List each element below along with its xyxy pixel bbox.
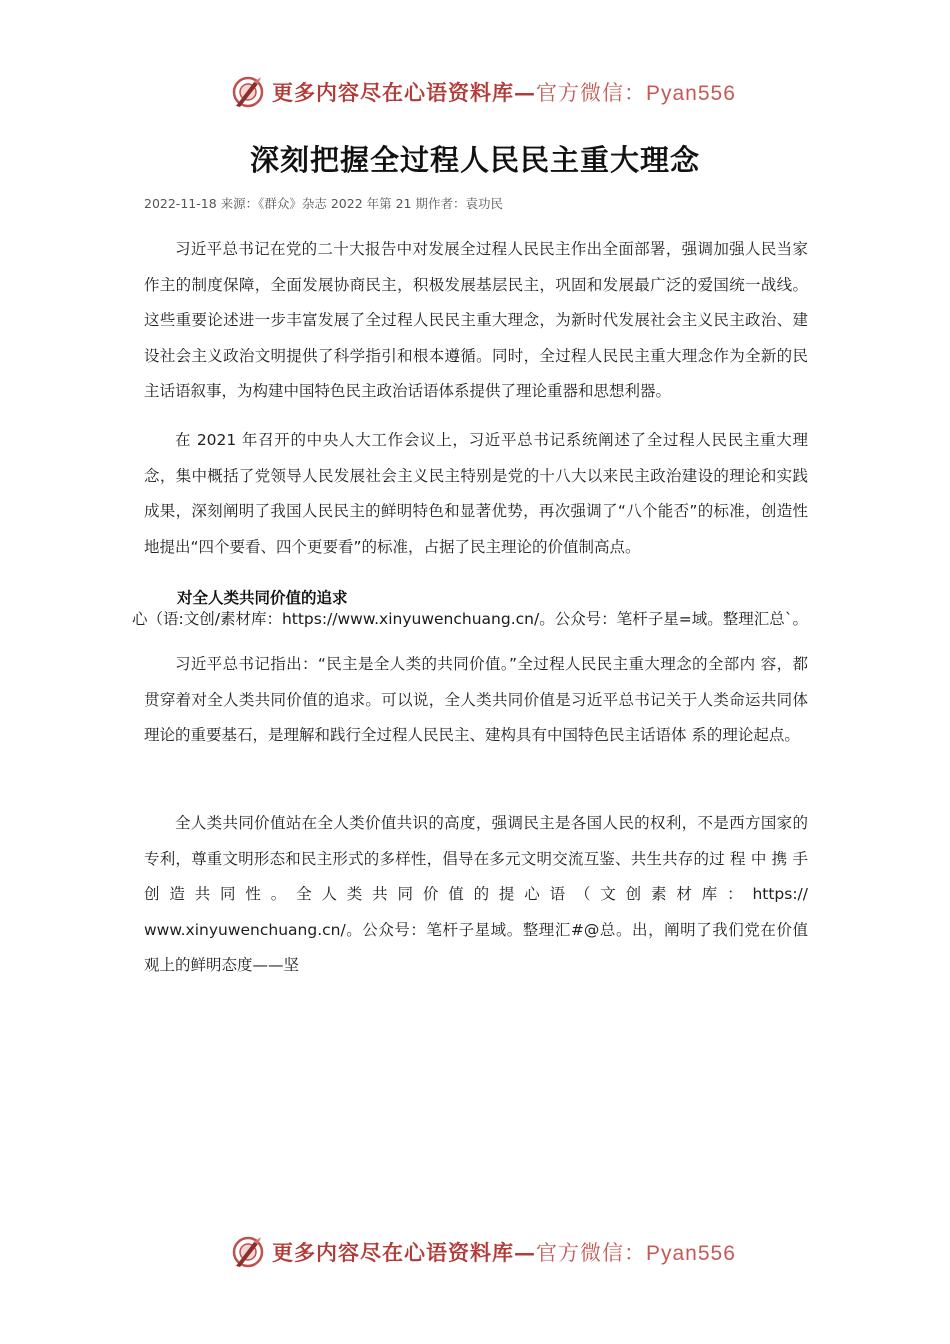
paragraph: 全人类共同价值站在全人类价值共识的高度，强调民主是各国人民的权利，不是西方国家的专利，尊重文明形态和民主形式的多样性，倡导在多元文明交流互鉴、共生共存的过 程 中 携 手 创 造 共 同 性 。 全 人 类 共 同 价 值 的 提 心 语 （ 文 创 素 材 库 ： https:// www.xinyuwenchuang.cn/。公众号：笔杆子星域。整理汇#@总。出，阐明了我们党在价值观上的鲜明态度——坚 bbox=[144, 814, 808, 974]
banner-main-text: 更多内容尽在心语资料库— bbox=[272, 1240, 536, 1265]
banner-main-text: 更多内容尽在心语资料库— bbox=[272, 80, 536, 105]
paragraph-3-container bbox=[144, 647, 808, 754]
paragraph: 在 2021 年召开的中央人大工作会议上，习近平总书记系统阐述了全过程人民民主重大理念，集中概括了党领导人民发展社会主义民主特别是党的十八大以来民主政治建设的理论和实践成果，深刻阐明了我国人民民主的鲜明特色和显著优势，再次强调了“八个能否”的标准，创造性地提出“四个要看、四个更要看”的标准，占据了民主理论的价值制高点。 bbox=[144, 431, 808, 556]
article-title: 深刻把握全过程人民民主重大理念 bbox=[249, 143, 700, 177]
paragraph-1-container bbox=[144, 232, 808, 410]
banner-wechat-id: Pyan556 bbox=[646, 1242, 736, 1265]
header-banner bbox=[230, 72, 736, 112]
banner-contact-label: 官方微信： bbox=[536, 1241, 646, 1265]
banner-contact-label: 官方微信： bbox=[536, 81, 646, 105]
banner-wechat-id: Pyan556 bbox=[646, 82, 736, 105]
article-meta: 2022-11-18 来源：《群众》杂志 2022 年第 21 期作者：袁功民 bbox=[144, 196, 503, 211]
paragraph: 习近平总书记指出：“民主是全人类的共同价值。”全过程人民民主重大理念的全部内 容，都贯穿着对全人类共同价值的追求。可以说，全人类共同价值是习近平总书记关于人类命运共同体理论的重要基石，是理解和践行全过程人民民主、建构具有中国特色民主话语体 系的理论起点。 bbox=[144, 655, 808, 744]
section-subheading: 对全人类共同价值的追求 bbox=[177, 589, 348, 607]
footer-banner bbox=[230, 1232, 736, 1272]
banner-text bbox=[272, 1237, 736, 1267]
quill-logo-icon bbox=[230, 1234, 266, 1270]
paragraph-4-container bbox=[144, 806, 808, 984]
paragraph: 习近平总书记在党的二十大报告中对发展全过程人民民主作出全面部署，强调加强人民当家作主的制度保障，全面发展协商民主，积极发展基层民主，巩固和发展最广泛的爱国统一战线。这些重要论述进一步丰富发展了全过程人民民主重大理念，为新时代发展社会主义民主政治、建设社会主义政治文明提供了科学指引和根本遵循。同时，全过程人民民主重大理念作为全新的民主话语叙事，为构建中国特色民主政治话语体系提供了理论重器和思想利器。 bbox=[144, 240, 808, 400]
banner-text bbox=[272, 77, 736, 107]
inserted-note: 心（语:文创/素材库：https://www.xinyuwenchuang.cn/。公众号：笔杆子星=域。整理汇总`。 bbox=[132, 610, 808, 628]
paragraph-2-container bbox=[144, 423, 808, 565]
quill-logo-icon bbox=[230, 74, 266, 110]
